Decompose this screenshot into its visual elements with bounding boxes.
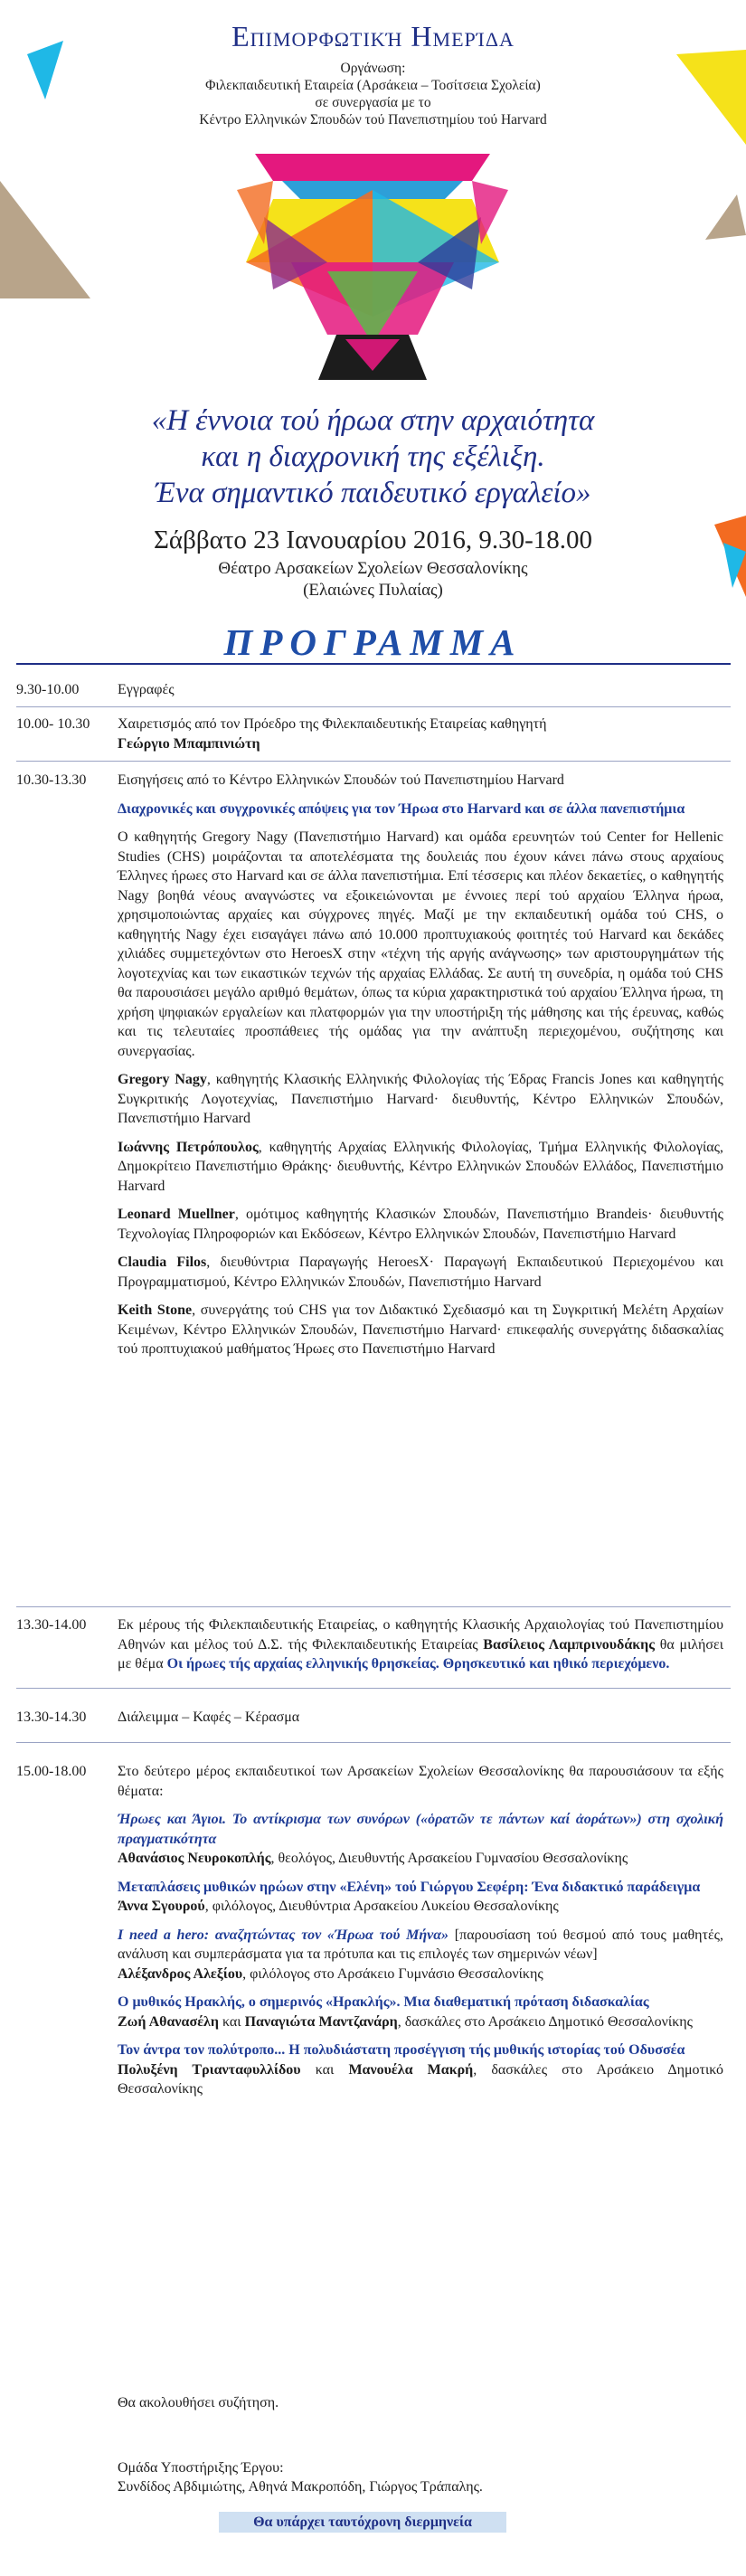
speaker-name: Leonard Muellner: [118, 1207, 235, 1222]
teachers-intro: Στο δεύτερο μέρος εκπαιδευτικοί των Αρσακείων Σχολείων Θεσσαλονίκης θα παρουσιάσουν τα εξής θέματα:: [118, 1764, 723, 1799]
talk-speaker: Παναγιώτα Μαντζανάρη: [244, 2013, 398, 2030]
session-text: Εγγραφές: [118, 682, 175, 697]
support-label: Ομάδα Υποστήριξης Έργου:: [118, 2460, 284, 2476]
speaker-name: Keith Stone: [118, 1302, 193, 1318]
session-text: [118, 1615, 723, 1674]
talk-speaker: Αλέξανδρος Αλεξίου: [118, 1965, 243, 1982]
speaker-name: Ιωάννης Πετρόπουλος: [118, 1139, 259, 1155]
talk-title: Ο μυθικός Ηρακλής, ο σημερινός «Ηρακλής». Μια διαθεματική πρόταση διδασκαλίας: [118, 1994, 649, 2010]
theme-line-3: Ένα σημαντικό παιδευτικό εργαλείο»: [155, 477, 591, 509]
talk-role: , θεολόγος, Διευθυντής Αρσακείου Γυμνασίου Θεσσαλονίκης: [270, 1851, 628, 1866]
support-names: Συνδίδος Αβδιμιώτης, Αθηνά Μακροπόδη, Γιώργος Τράπαλης.: [118, 2479, 483, 2495]
session-time: 9.30-10.00: [16, 682, 80, 697]
welcome-speaker: Γεώργιο Μπαμπινιώτη: [118, 735, 260, 752]
harvard-subtitle: Διαχρονικές και συγχρονικές απόψεις για τον Ήρωα στο Harvard και σε άλλα πανεπιστήμια: [118, 800, 685, 817]
talk-title: Μεταπλάσεις μυθικών ηρώων στην «Ελένη» τού Γιώργου Σεφέρη: Ένα διδακτικό παράδειγμα: [118, 1879, 701, 1895]
session-text: [118, 715, 723, 753]
talk-speaker: Άννα Σγουρού: [118, 1899, 205, 1914]
event-title: Επιμορφωτική Ημερίδα: [231, 20, 515, 52]
session-text: Διάλειμμα – Καφές – Κέρασμα: [118, 1709, 300, 1725]
harvard-intro: Εισηγήσεις από το Κέντρο Ελληνικών Σπουδών τού Πανεπιστημίου Harvard: [118, 772, 564, 788]
theme-line-2: και η διαχρονική της εξέλιξη.: [201, 440, 545, 473]
speaker-name: Claudia Filos: [118, 1255, 207, 1270]
venue-line-1: Θέατρο Αρσακείων Σχολείων Θεσσαλονίκης: [218, 559, 528, 578]
vase-illustration: [237, 136, 508, 398]
talk-role: , φιλόλογος στο Αρσάκειο Γυμνάσιο Θεσσαλονίκης: [242, 1965, 543, 1982]
organizer-link: σε συνεργασία με το: [315, 95, 431, 110]
lecture-speaker: Βασίλειος Λαμπρινουδάκης: [483, 1636, 655, 1653]
program-title: ΠΡΟΓΡΑΜΜΑ: [223, 621, 523, 663]
harvard-description: Ο καθηγητής Gregory Nagy (Πανεπιστήμιο Harvard) και ομάδα ερευνητών τού Center for Hellenic Studies (CHS) μοιράζονται τα αποτελέσματα της δουλειάς που έχουν κάνει πάνω στους αρχαίους Έλληνες ήρωες στο Harvard και σε άλλα πανεπιστήμια. Επί τέσσερις και πλέον δεκαετίες, ο καθηγητής Nagy βοηθά νέους αναγνώστες να εξοικειώνονται με έννοιες περί τού αρχαίου Έλληνα ήρωα, χρησιμοποιώντας αρχαίες και σύγχρονες πηγές. Μαζί με την εκπαιδευτική ομάδα τού CHS, ο καθηγητής Nagy έχει εισαγάγει πάνω από 10.000 προπτυχιακούς φοιτητές τού Harvard και δεκάδες χιλιάδες συμμετεχόντων στο HeroesX στην «τέχνη τής αργής ανάγνωσης» των αριστουργημάτων τής λογοτεχνίας και των εικαστικών τεχνών τής αρχαίας Ελλάδας. Σε αυτή τη συνεδρία, η ομάδα τού CHS θα παρουσιάσει μεγάλο αριθμό θεμάτων, όπως τα κύρια χαρακτηριστικά τού αρχαίου Έλληνα ήρωα, τη χρήση ψηφιακών εργαλείων και πλατφορμών για την υποστήριξη τής μάθησης και τής έρευνας, καθώς και τις τελευταίες προσπάθειες τής ομάδας για την ανάπτυξη περιεχομένου, συζήτησης και συνεργασίας.: [118, 829, 723, 1059]
speaker-entry: [118, 1070, 723, 1129]
talk-role: , δασκάλες στο Αρσάκειο Δημοτικό Θεσσαλονίκης: [397, 2013, 693, 2030]
lecture-intro: Εκ μέρους τής Φιλεκπαιδευτικής Εταιρείας, ο καθηγητής Κλασικής Αρχαιολογίας τού Πανεπιστημίου Αθηνών και μέλος τού Δ.Σ. τής Φιλεκπαιδευτικής Εταιρείας: [118, 1617, 723, 1653]
talk-title: Τον άντρα τον πολύτροπο... Η πολυδιάστατη προσέγγιση τής μυθικής ιστορίας τού Οδυσσέα: [118, 2042, 685, 2058]
speaker-entry: [118, 1301, 723, 1359]
speaker-entry: [118, 1205, 723, 1244]
venue-line-2: (Ελαιώνες Πυλαίας): [303, 581, 443, 600]
tan-triangle-left: [0, 181, 90, 298]
session-time: 13.30-14.00: [16, 1617, 87, 1633]
program-divider: [16, 663, 731, 665]
lecture-connector: θα μιλήσει με θέμα: [118, 1636, 724, 1672]
speaker-entry: [118, 1253, 723, 1292]
discussion-note: Θα ακολουθήσει συζήτηση.: [118, 2395, 279, 2410]
event-venue: [0, 558, 746, 601]
session-time: 15.00-18.00: [16, 1764, 87, 1779]
talk-speaker: Ζωή Αθανασέλη: [118, 2013, 219, 2030]
lecture-topic: Οι ήρωες τής αρχαίας ελληνικής θρησκείας. Θρησκευτικό και ηθικό περιεχόμενο.: [166, 1656, 670, 1672]
tan-triangle-right-1: [705, 194, 746, 240]
talk-title: Ήρωες και Άγιοι. Το αντίκρισμα των συνόρων («ὁρατῶν τε πάντων καί ἀοράτων») στη σχολική πραγματικότητα: [118, 1812, 723, 1847]
talk-role: , δασκάλες στο Αρσάκειο Δημοτικό Θεσσαλονίκης: [118, 2061, 723, 2097]
separator: [16, 706, 731, 707]
speaker-name: Gregory Nagy: [118, 1072, 207, 1087]
talk-speaker: Πολυξένη Τριανταφυλλίδου: [118, 2061, 301, 2078]
session-time: 10.00- 10.30: [16, 716, 90, 732]
talk-connector: και: [218, 2013, 245, 2030]
talk-role: , φιλόλογος, Διευθύντρια Αρσακείου Λυκείου Θεσσαλονίκης: [204, 1899, 559, 1914]
separator: [16, 1742, 731, 1743]
session-text: [118, 1762, 723, 2108]
session-text: [118, 771, 723, 1368]
separator: [16, 1606, 731, 1607]
organizers-block: [0, 60, 746, 128]
interpretation-banner: Θα υπάρχει ταυτόχρονη διερμηνεία: [219, 2512, 506, 2533]
support-team: [118, 2458, 483, 2496]
organizer-2: Κέντρο Ελληνικών Σπουδών τού Πανεπιστημίου τού Harvard: [199, 112, 547, 128]
session-time: 10.30-13.30: [16, 772, 87, 788]
speaker-role: , συνεργάτης τού CHS για τον Διδακτικό Σχεδιασμό και τη Συγκριτική Μελέτη Αρχαίων Κειμένων, Κέντρο Ελληνικών Σπουδών, Πανεπιστήμιο Harvard· επικεφαλής συνεργάτης διδασκαλίας τού προπτυχιακού μαθήματος Ήρωες στο Πανεπιστήμιο Harvard: [118, 1302, 723, 1357]
event-date: Σάββατο 23 Ιανουαρίου 2016, 9.30-18.00: [154, 526, 592, 554]
talk-connector: και: [300, 2061, 349, 2078]
speaker-role: , διευθύντρια Παραγωγής HeroesX· Παραγωγή Εκπαιδευτικού Περιεχομένου και Προγραμματισμού, Κέντρο Ελληνικών Σπουδών, Πανεπιστήμιο Harvard: [118, 1255, 723, 1290]
talk-speaker: Αθανάσιος Νευροκοπλής: [118, 1851, 271, 1866]
talk-title: I need a hero: αναζητώντας τον «Ήρωα τού Μήνα»: [118, 1927, 449, 1943]
separator: [16, 761, 731, 762]
session-time: 13.30-14.30: [16, 1709, 87, 1725]
speaker-role: , ομότιμος καθηγητής Κλασικών Σπουδών, Πανεπιστήμιο Brandeis· διευθυντής Τεχνολογίας Πληροφοριών και Εκδόσεων, Κέντρο Ελληνικών Σπουδών, Πανεπιστήμιο Harvard: [118, 1207, 724, 1242]
talk-note: [παρουσίαση τού θεσμού από τους μαθητές, ανάλυση και συμπεράσματα για τα πρότυπα και τις επιλογές των σημερινών νέων]: [118, 1927, 723, 1962]
speaker-entry: [118, 1138, 723, 1197]
talk-speaker: Μανουέλα Μακρή: [348, 2061, 474, 2078]
speaker-role: , καθηγητής Αρχαίας Ελληνικής Φιλολογίας, Τμήμα Ελληνικής Φιλολογίας, Δημοκρίτειο Πανεπιστήμιο Θράκης· διευθυντής, Κέντρο Ελληνικών Σπουδών Ελλάδος, Πανεπιστήμιο Harvard: [118, 1139, 724, 1194]
separator: [16, 1688, 731, 1689]
welcome-text: Χαιρετισμός από τον Πρόεδρο της Φιλεκπαιδευτικής Εταιρείας καθηγητή: [118, 716, 547, 732]
organizers-label: Οργάνωση:: [340, 61, 406, 76]
organizer-1: Φιλεκπαιδευτική Εταιρεία (Αρσάκεια – Τοσίτσεια Σχολεία): [205, 78, 541, 93]
speaker-role: , καθηγητής Κλασικής Ελληνικής Φιλολογίας τής Έδρας Francis Jones και καθηγητής Συγκριτικής Λογοτεχνίας, Πανεπιστήμιο Harvard· διευθυντής, Κέντρο Ελληνικών Σπουδών, Πανεπιστήμιο Harvard: [118, 1072, 724, 1126]
theme-line-1: «Η έννοια τού ήρωα στην αρχαιότητα: [151, 404, 595, 437]
event-theme: [0, 402, 746, 511]
